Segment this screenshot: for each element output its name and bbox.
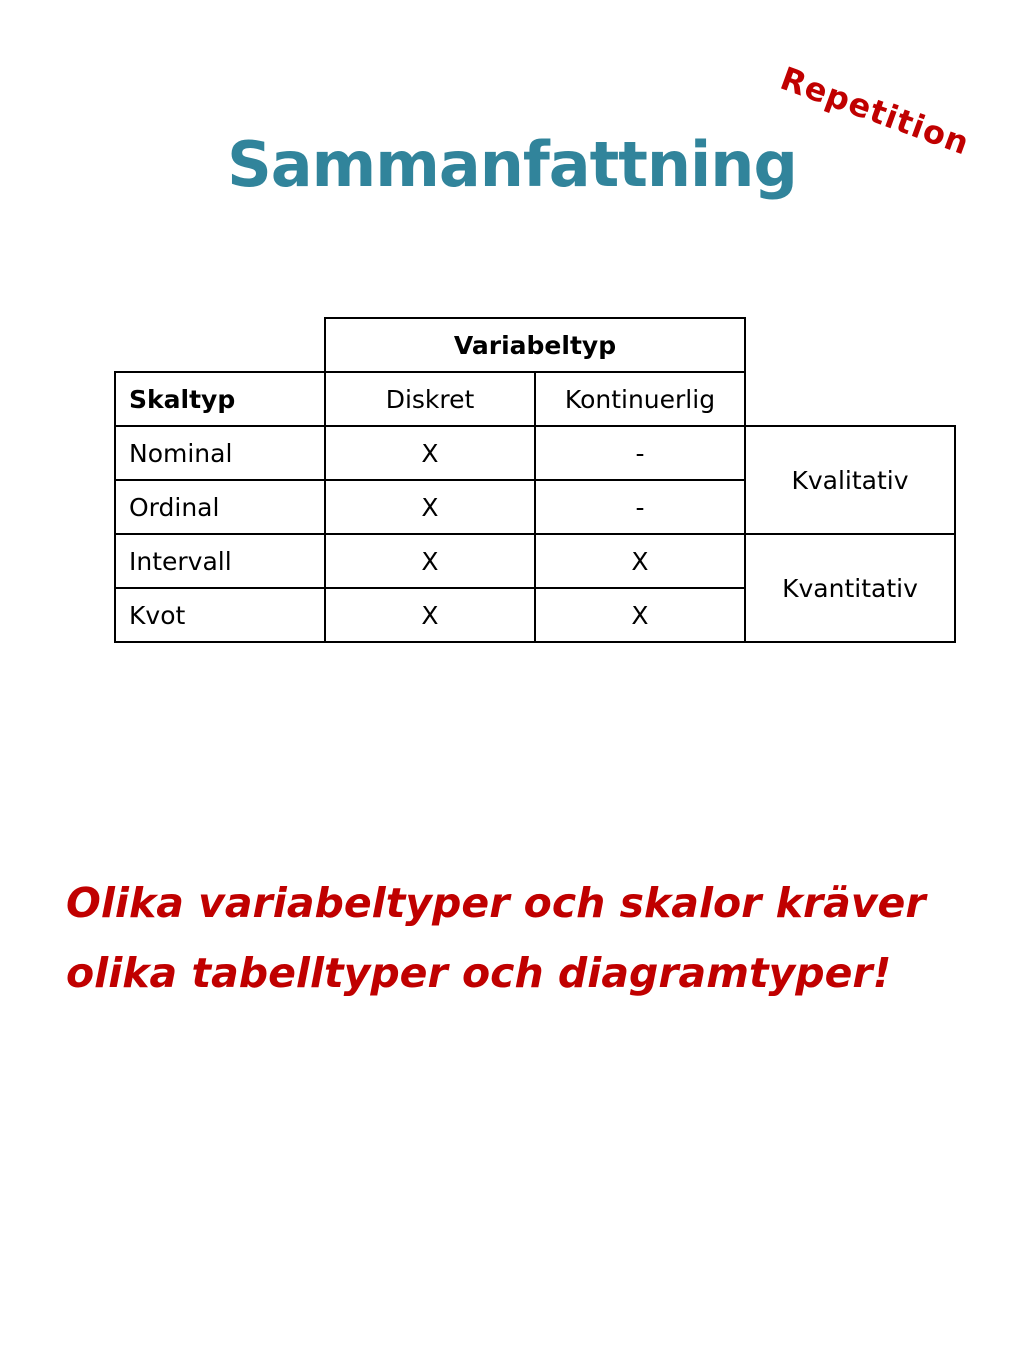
continuous-cell: X (535, 588, 745, 642)
qualitative-group-cell: Kvalitativ (745, 426, 955, 534)
quantitative-group-cell: Kvantitativ (745, 534, 955, 642)
discrete-cell: X (325, 534, 535, 588)
variable-type-header: Variabeltyp (325, 318, 745, 372)
continuous-cell: X (535, 534, 745, 588)
scale-cell: Ordinal (115, 480, 325, 534)
continuous-cell: - (535, 480, 745, 534)
scale-type-header: Skaltyp (115, 372, 325, 426)
page-title: Sammanfattning (227, 128, 797, 201)
table-corner-cell (745, 372, 955, 426)
scale-variable-table (114, 317, 956, 643)
table-corner-cell (745, 318, 955, 372)
table-corner-cell (115, 318, 325, 372)
scale-cell: Kvot (115, 588, 325, 642)
continuous-cell: - (535, 426, 745, 480)
discrete-cell: X (325, 588, 535, 642)
conclusion-line-2: olika tabelltyper och diagramtyper! (66, 949, 892, 997)
scale-cell: Nominal (115, 426, 325, 480)
conclusion-text (66, 868, 986, 1008)
discrete-cell: X (325, 426, 535, 480)
continuous-header: Kontinuerlig (535, 372, 745, 426)
discrete-cell: X (325, 480, 535, 534)
table-row (115, 534, 955, 588)
table-row (115, 426, 955, 480)
table-header-row (115, 372, 955, 426)
scale-cell: Intervall (115, 534, 325, 588)
discrete-header: Diskret (325, 372, 535, 426)
repetition-stamp: Repetition (775, 59, 975, 163)
conclusion-line-1: Olika variabeltyper och skalor kräver (66, 879, 926, 927)
table-group-header-row (115, 318, 955, 372)
